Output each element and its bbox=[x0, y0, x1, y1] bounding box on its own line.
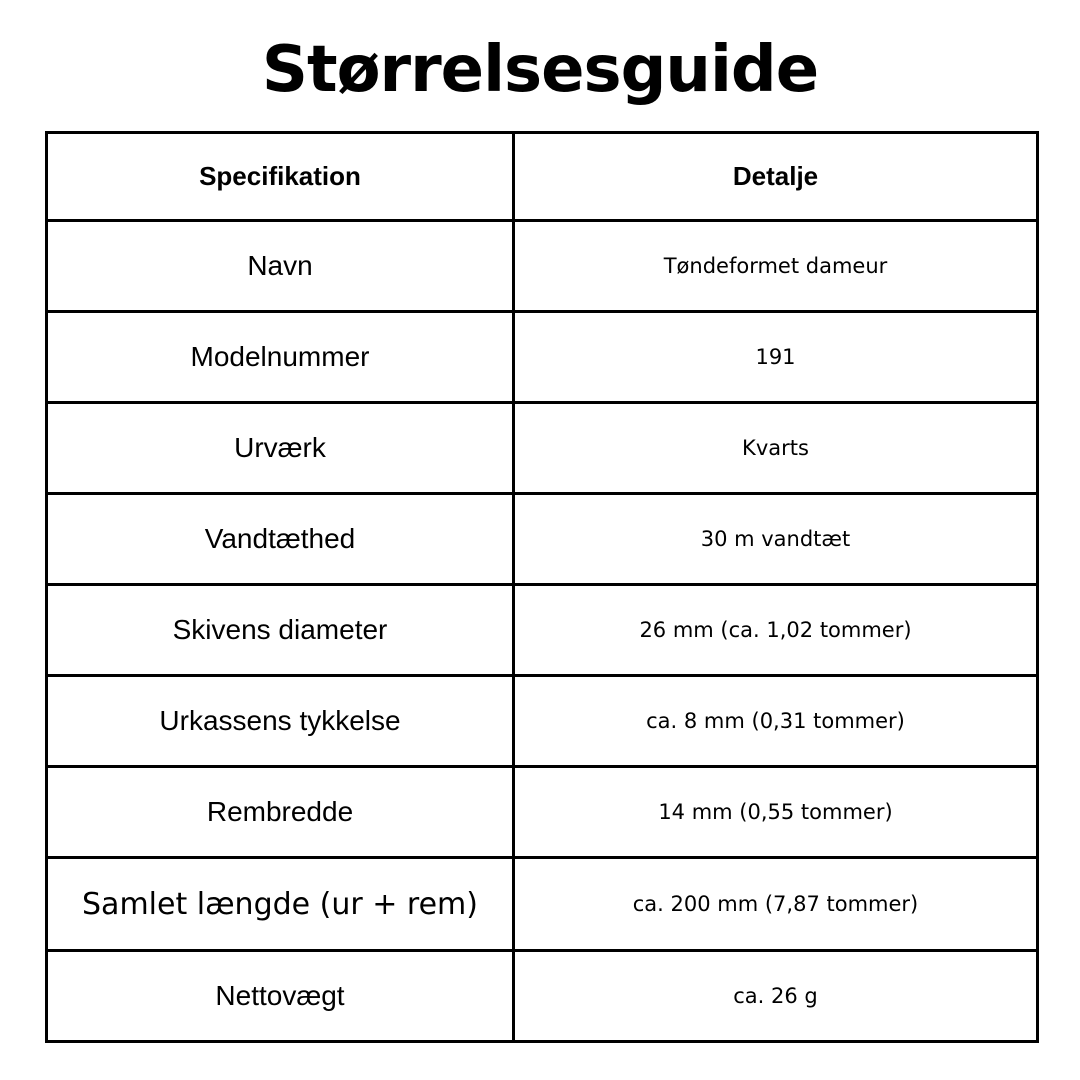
header-detail: Detalje bbox=[514, 133, 1038, 221]
spec-strap-width: Rembredde bbox=[47, 767, 514, 858]
detail-case-thickness: ca. 8 mm (0,31 tommer) bbox=[514, 676, 1038, 767]
detail-name: Tøndeformet dameur bbox=[514, 221, 1038, 312]
detail-strap-width: 14 mm (0,55 tommer) bbox=[514, 767, 1038, 858]
spec-name: Navn bbox=[47, 221, 514, 312]
detail-dial-diameter: 26 mm (ca. 1,02 tommer) bbox=[514, 585, 1038, 676]
table-header-row bbox=[47, 133, 1038, 221]
detail-movement: Kvarts bbox=[514, 403, 1038, 494]
spec-dial-diameter: Skivens diameter bbox=[47, 585, 514, 676]
header-specification: Specifikation bbox=[47, 133, 514, 221]
spec-net-weight: Nettovægt bbox=[47, 951, 514, 1042]
detail-water-resistance: 30 m vandtæt bbox=[514, 494, 1038, 585]
detail-net-weight: ca. 26 g bbox=[514, 951, 1038, 1042]
table-row bbox=[47, 858, 1038, 951]
table-row bbox=[47, 585, 1038, 676]
spec-total-length: Samlet længde (ur + rem) bbox=[47, 858, 514, 951]
spec-movement: Urværk bbox=[47, 403, 514, 494]
size-guide-table bbox=[45, 131, 1039, 1043]
spec-model-number: Modelnummer bbox=[47, 312, 514, 403]
table-row bbox=[47, 951, 1038, 1042]
table-row bbox=[47, 676, 1038, 767]
table-row bbox=[47, 767, 1038, 858]
page-title: Størrelsesguide bbox=[261, 33, 819, 107]
spec-case-thickness: Urkassens tykkelse bbox=[47, 676, 514, 767]
detail-model-number: 191 bbox=[514, 312, 1038, 403]
table-row bbox=[47, 221, 1038, 312]
table-row bbox=[47, 312, 1038, 403]
spec-water-resistance: Vandtæthed bbox=[47, 494, 514, 585]
table-row bbox=[47, 494, 1038, 585]
detail-total-length: ca. 200 mm (7,87 tommer) bbox=[514, 858, 1038, 951]
table-row bbox=[47, 403, 1038, 494]
